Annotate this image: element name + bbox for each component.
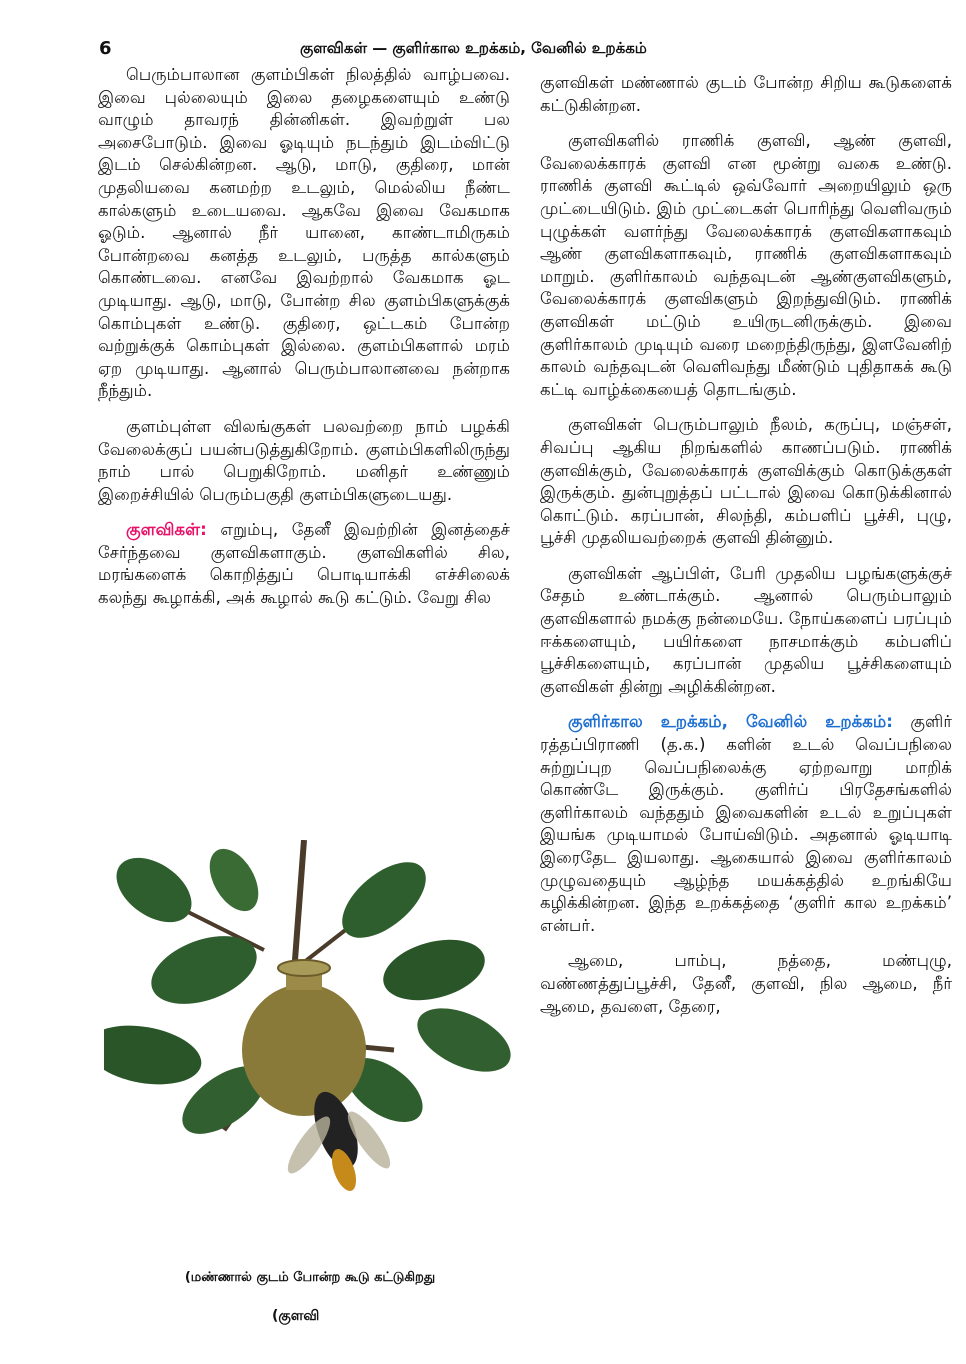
paragraph-wasp-colors: குளவிகள் பெரும்பாலும் நீலம், கருப்பு, மஞ்சள், சிவப்பு ஆகிய நிறங்களில் காணப்படும். ராணிக் குளவிக்கும், வேலைக்காரக் குளவிக்கும் கொடுக்குகள் இருக்கும். துன்புறுத்தப் பட்டால் இவை கொடுக்கினால் கொட்டும். கரப்பான், சிலந்தி, கம்பளிப் பூச்சி, புழு, பூச்சி முதலியவற்றைக் குளவி தின்னும். — [540, 415, 952, 548]
wasp-nest-drawing — [104, 840, 516, 1270]
paragraph-wasps-mud-nests: குளவிகள் மண்ணால் குடம் போன்ற சிறிய கூடுகளைக் கட்டுகின்றன. — [540, 73, 952, 115]
paragraph-wasp-castes: குளவிகளில் ராணிக் குளவி, ஆண் குளவி, வேலைக்காரக் குளவி என மூன்று வகை உண்டு. ராணிக் குளவி கூட்டில் ஒவ்வோர் அறையிலும் ஒரு முட்டையிடும். இம் முட்டைகள் பொரிந்து வெளிவரும் புழுக்கள் வளர்ந்து வேலைக்காரக் குளவிகளாகவும் ஆண் குளவிகளாகவும், ராணிக் குளவிகளாகவும் மாறும். குளிர்காலம் வந்தவுடன் ஆண்குளவிகளும், வேலைக்காரக் குளவிகளும் இறந்துவிடும். ராணிக் குளவிகள் மட்டும் உயிருடனிருக்கும். இவை குளிர்காலம் முடியும் வரை மறைந்திருந்து, இளவேனிற் காலம் வந்தவுடன் வெளிவந்து மீண்டும் புதிதாகக் கூடு கட்டி வாழ்க்கையைத் தொடங்கும். — [540, 131, 952, 399]
left-column — [98, 64, 510, 623]
page-number: 6 — [99, 38, 112, 59]
paragraph-hibernating-animals: ஆமை, பாம்பு, நத்தை, மண்புழு, வண்ணத்துப்பூச்சி, தேனீ, குளவி, நில ஆமை, நீர் ஆமை, தவளை, தேரை, — [540, 951, 952, 1016]
paragraph-ungulates-uses: குளம்புள்ள விலங்குகள் பலவற்றை நாம் பழக்கி வேலைக்குப் பயன்படுத்துகிறோம். குளம்பிகளிலிருந்து நாம் பால் பெறுகிறோம். மனிதர் உண்ணும் இறைச்சியில் பெரும்பகுதி குளம்பிகளுடையது. — [98, 416, 510, 504]
paragraph-hibernation — [540, 711, 952, 937]
figure-label: (குளவி — [272, 1308, 320, 1324]
right-column — [540, 72, 952, 1031]
figure-caption: (மண்ணால் குடம் போன்ற கூடு கட்டுகிறது — [184, 1270, 436, 1285]
paragraph-wasp-benefits: குளவிகள் ஆப்பிள், பேரி முதலிய பழங்களுக்குச் சேதம் உண்டாக்கும். ஆனால் பெரும்பாலும் குளவிகளால் நமக்கு நன்மையே. நோய்களைப் பரப்பும் ஈக்களையும், பயிர்களை நாசமாக்கும் கம்பளிப் பூச்சிகளையும், கரப்பான் முதலிய பூச்சிகளையும் குளவிகள் தின்று அழிக்கின்றன. — [540, 563, 952, 696]
page-header — [0, 38, 966, 64]
running-head: குளவிகள் — குளிர்கால உறக்கம், வேனில் உறக்கம் — [300, 39, 647, 57]
paragraph-ungulates-habitat: பெரும்பாலான குளம்பிகள் நிலத்தில் வாழ்பவை. இவை புல்லையும் இலை தழைகளையும் உண்டு வாழும் தாவரந் தின்னிகள். இவற்றுள் பல அசைபோடும். இவை ஓடியும் நடந்தும் இடம்விட்டு இடம் செல்கின்றன. ஆடு, மாடு, குதிரை, மான் முதலியவை கனமற்ற உடலும், மெல்லிய நீண்ட கால்களும் உடையவை. ஆகவே இவை வேகமாக ஓடும். ஆனால் நீர் யானை, காண்டாமிருகம் போன்றவை கனத்த உடலும், பருத்த கால்களும் கொண்டவை. எனவே இவற்றால் வேகமாக ஓட முடியாது. ஆடு, மாடு, போன்ற சில குளம்பிகளுக்குக் கொம்புகள் உண்டு. குதிரை, ஒட்டகம் போன்ற வற்றுக்குக் கொம்புகள் இல்லை. குளம்பிகளால் மரம் ஏற முடியாது. ஆனால் பெரும்பாலானவை நன்றாக நீந்தும். — [98, 65, 510, 401]
paragraph-hibernation-text: குளிர் ரத்தப்பிராணி (த.க.) களின் உடல் வெப்பநிலை சுற்றுப்புற வெப்பநிலைக்கு ஏற்றவாறு மாறிக் கொண்டே இருக்கும். குளிர்ப் பிரதேசங்களில் குளிர்காலம் வந்ததும் இவைகளின் உடல் உறுப்புகள் இயங்க முடியாமல் போய்விடும். அதனால் ஓடியாடி இரைதேட இயலாது. ஆகையால் இவை குளிர்காலம் முழுவதையும் ஆழ்ந்த மயக்கத்தில் உறங்கியே கழிக்கின்றன. இந்த உறக்கத்தை ‘குளிர் கால உறக்கம்’ என்பர். — [540, 712, 953, 935]
paragraph-wasps-intro — [98, 519, 510, 609]
section-heading-hibernation: குளிர்கால உறக்கம், வேனில் உறக்கம்: — [568, 712, 893, 732]
section-heading-wasps: குளவிகள்: — [126, 520, 207, 540]
paragraph-wasps-text: எறும்பு, தேனீ இவற்றின் இனத்தைச் சேர்ந்தவை குளவிகளாகும். குளவிகளில் சில, மரங்களைக் கொறித்துப் பொடியாக்கி எச்சிலைக் கலந்து கூழாக்கி, அக் கூழால் கூடு கட்டும். வேறு சில — [98, 520, 510, 608]
wasp-nest-illustration — [104, 840, 516, 1270]
